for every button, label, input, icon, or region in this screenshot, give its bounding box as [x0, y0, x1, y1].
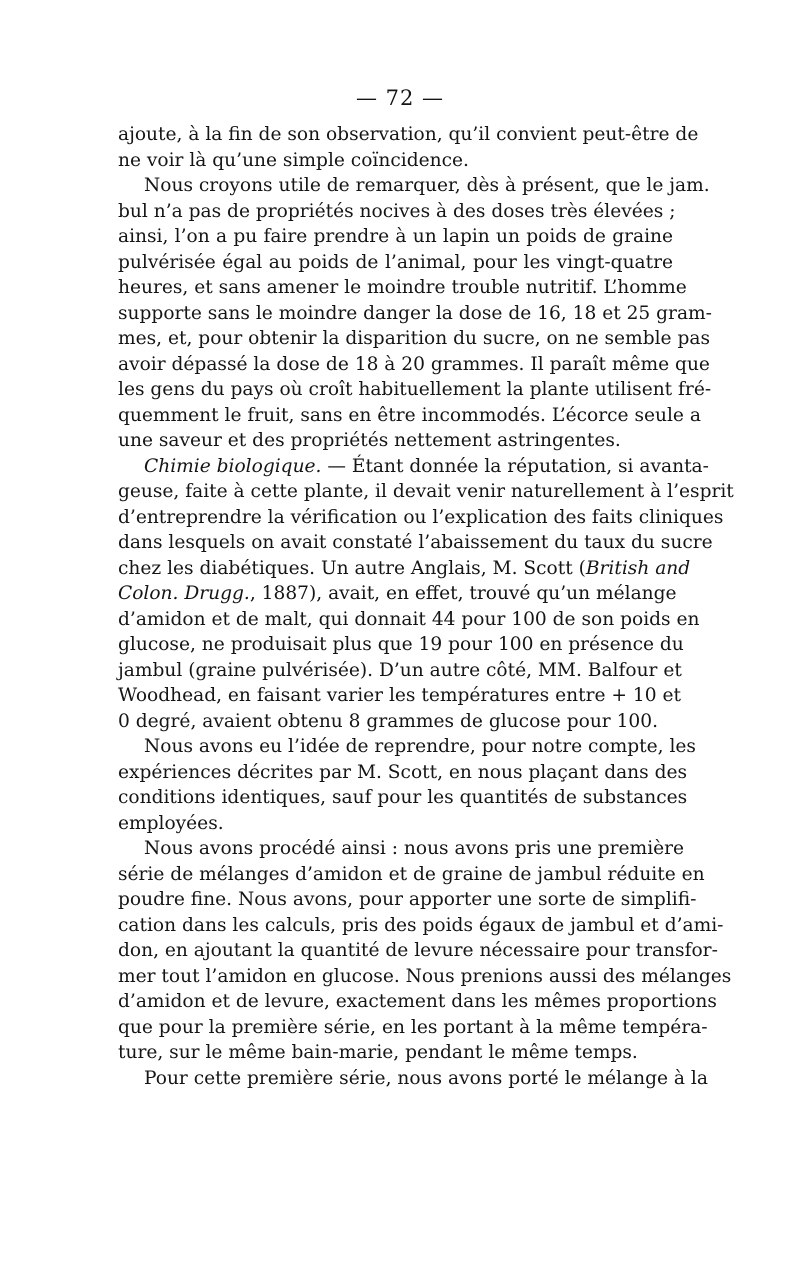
text-line: poudre fine. Nous avons, pour apporter une sorte de simplifi-: [118, 889, 697, 910]
line-segment: chez les diabétiques. Un autre Anglais, M. Scott (: [118, 557, 586, 579]
text-line: quemment le fruit, sans en être incommodés. L’écorce seule a: [118, 404, 701, 426]
line-segment: , 1887), avait, en effet, trouvé qu’un mélange: [249, 583, 677, 604]
text-line: mer tout l’amidon en glucose. Nous prenions aussi des mélanges: [118, 965, 732, 987]
text-line: d’entreprendre la vérification ou l’explication des faits cliniques: [118, 506, 724, 528]
text-line: ainsi, l’on a pu faire prendre à un lapin un poids de graine: [118, 226, 673, 247]
page-number: — 72 —: [355, 86, 445, 110]
paragraph-start-line: Nous croyons utile de remarquer, dès à présent, que le jam.: [144, 175, 710, 196]
section-heading: Chimie biologique.: [144, 455, 322, 477]
text-line: une saveur et des propriétés nettement astringentes.: [118, 430, 621, 451]
text-line: don, en ajoutant la quantité de levure nécessaire pour transfor-: [118, 940, 718, 961]
text-line: ne voir là qu’une simple coïncidence.: [118, 149, 469, 171]
paragraph-start-line: Nous avons procédé ainsi : nous avons pris une première: [144, 838, 685, 859]
text-line: 0 degré, avaient obtenu 8 grammes de glucose pour 100.: [118, 710, 658, 732]
text-line: jambul (graine pulvérisée). D’un autre côté, MM. Balfour et: [118, 659, 682, 681]
text-line: ajoute, à la fin de son observation, qu’il convient peut-être de: [118, 124, 699, 145]
journal-title-italic: Colon. Drugg.: [118, 583, 250, 604]
text-line: avoir dépassé la dose de 18 à 20 grammes. Il paraît même que: [118, 353, 710, 375]
text-line: heures, et sans amener le moindre trouble nutritif. L’homme: [118, 277, 687, 298]
section-heading-rest: — Étant donnée la réputation, si avanta-: [321, 455, 709, 477]
text-line: d’amidon et de levure, exactement dans les mêmes proportions: [118, 991, 717, 1012]
paragraph-start-line: Pour cette première série, nous avons porté le mélange à la: [144, 1067, 708, 1089]
text-line: série de mélanges d’amidon et de graine de jambul réduite en: [118, 863, 705, 885]
text-line: les gens du pays où croît habituellement la plante utilisent fré-: [118, 379, 712, 400]
text-line: que pour la première série, en les portant à la même tempéra-: [118, 1016, 708, 1038]
text-line: supporte sans le moindre danger la dose de 16, 18 et 25 gram-: [118, 302, 712, 324]
text-line: conditions identiques, sauf pour les quantités de substances: [118, 787, 688, 808]
section-heading-line: [118, 454, 709, 480]
text-line: ture, sur le même bain-marie, pendant le même temps.: [118, 1042, 638, 1063]
text-line: cation dans les calculs, pris des poids égaux de jambul et d’ami-: [118, 914, 724, 936]
journal-title-italic: British and: [585, 557, 691, 579]
text-line: pulvérisée égal au poids de l’animal, pour les vingt-quatre: [118, 251, 673, 273]
body-text: [118, 122, 734, 1091]
text-line: glucose, ne produisait plus que 19 pour 100 en présence du: [118, 634, 684, 655]
text-line: expériences décrites par M. Scott, en nous plaçant dans des: [118, 761, 688, 783]
text-line: geuse, faite à cette plante, il devait venir naturellement à l’esprit: [118, 481, 734, 502]
text-line: [118, 556, 691, 582]
text-line: dans lesquels on avait constaté l’abaissement du taux du sucre: [118, 532, 713, 553]
text-line: mes, et, pour obtenir la disparition du sucre, on ne semble pas: [118, 328, 710, 349]
text-line: Woodhead, en faisant varier les températures entre + 10 et: [118, 685, 681, 706]
text-line: [118, 581, 677, 607]
text-line: bul n’a pas de propriétés nocives à des doses très élevées ;: [118, 200, 676, 222]
text-line: employées.: [118, 812, 224, 834]
text-line: d’amidon et de malt, qui donnait 44 pour 100 de son poids en: [118, 608, 700, 630]
paragraph-start-line: Nous avons eu l’idée de reprendre, pour notre compte, les: [144, 736, 696, 757]
